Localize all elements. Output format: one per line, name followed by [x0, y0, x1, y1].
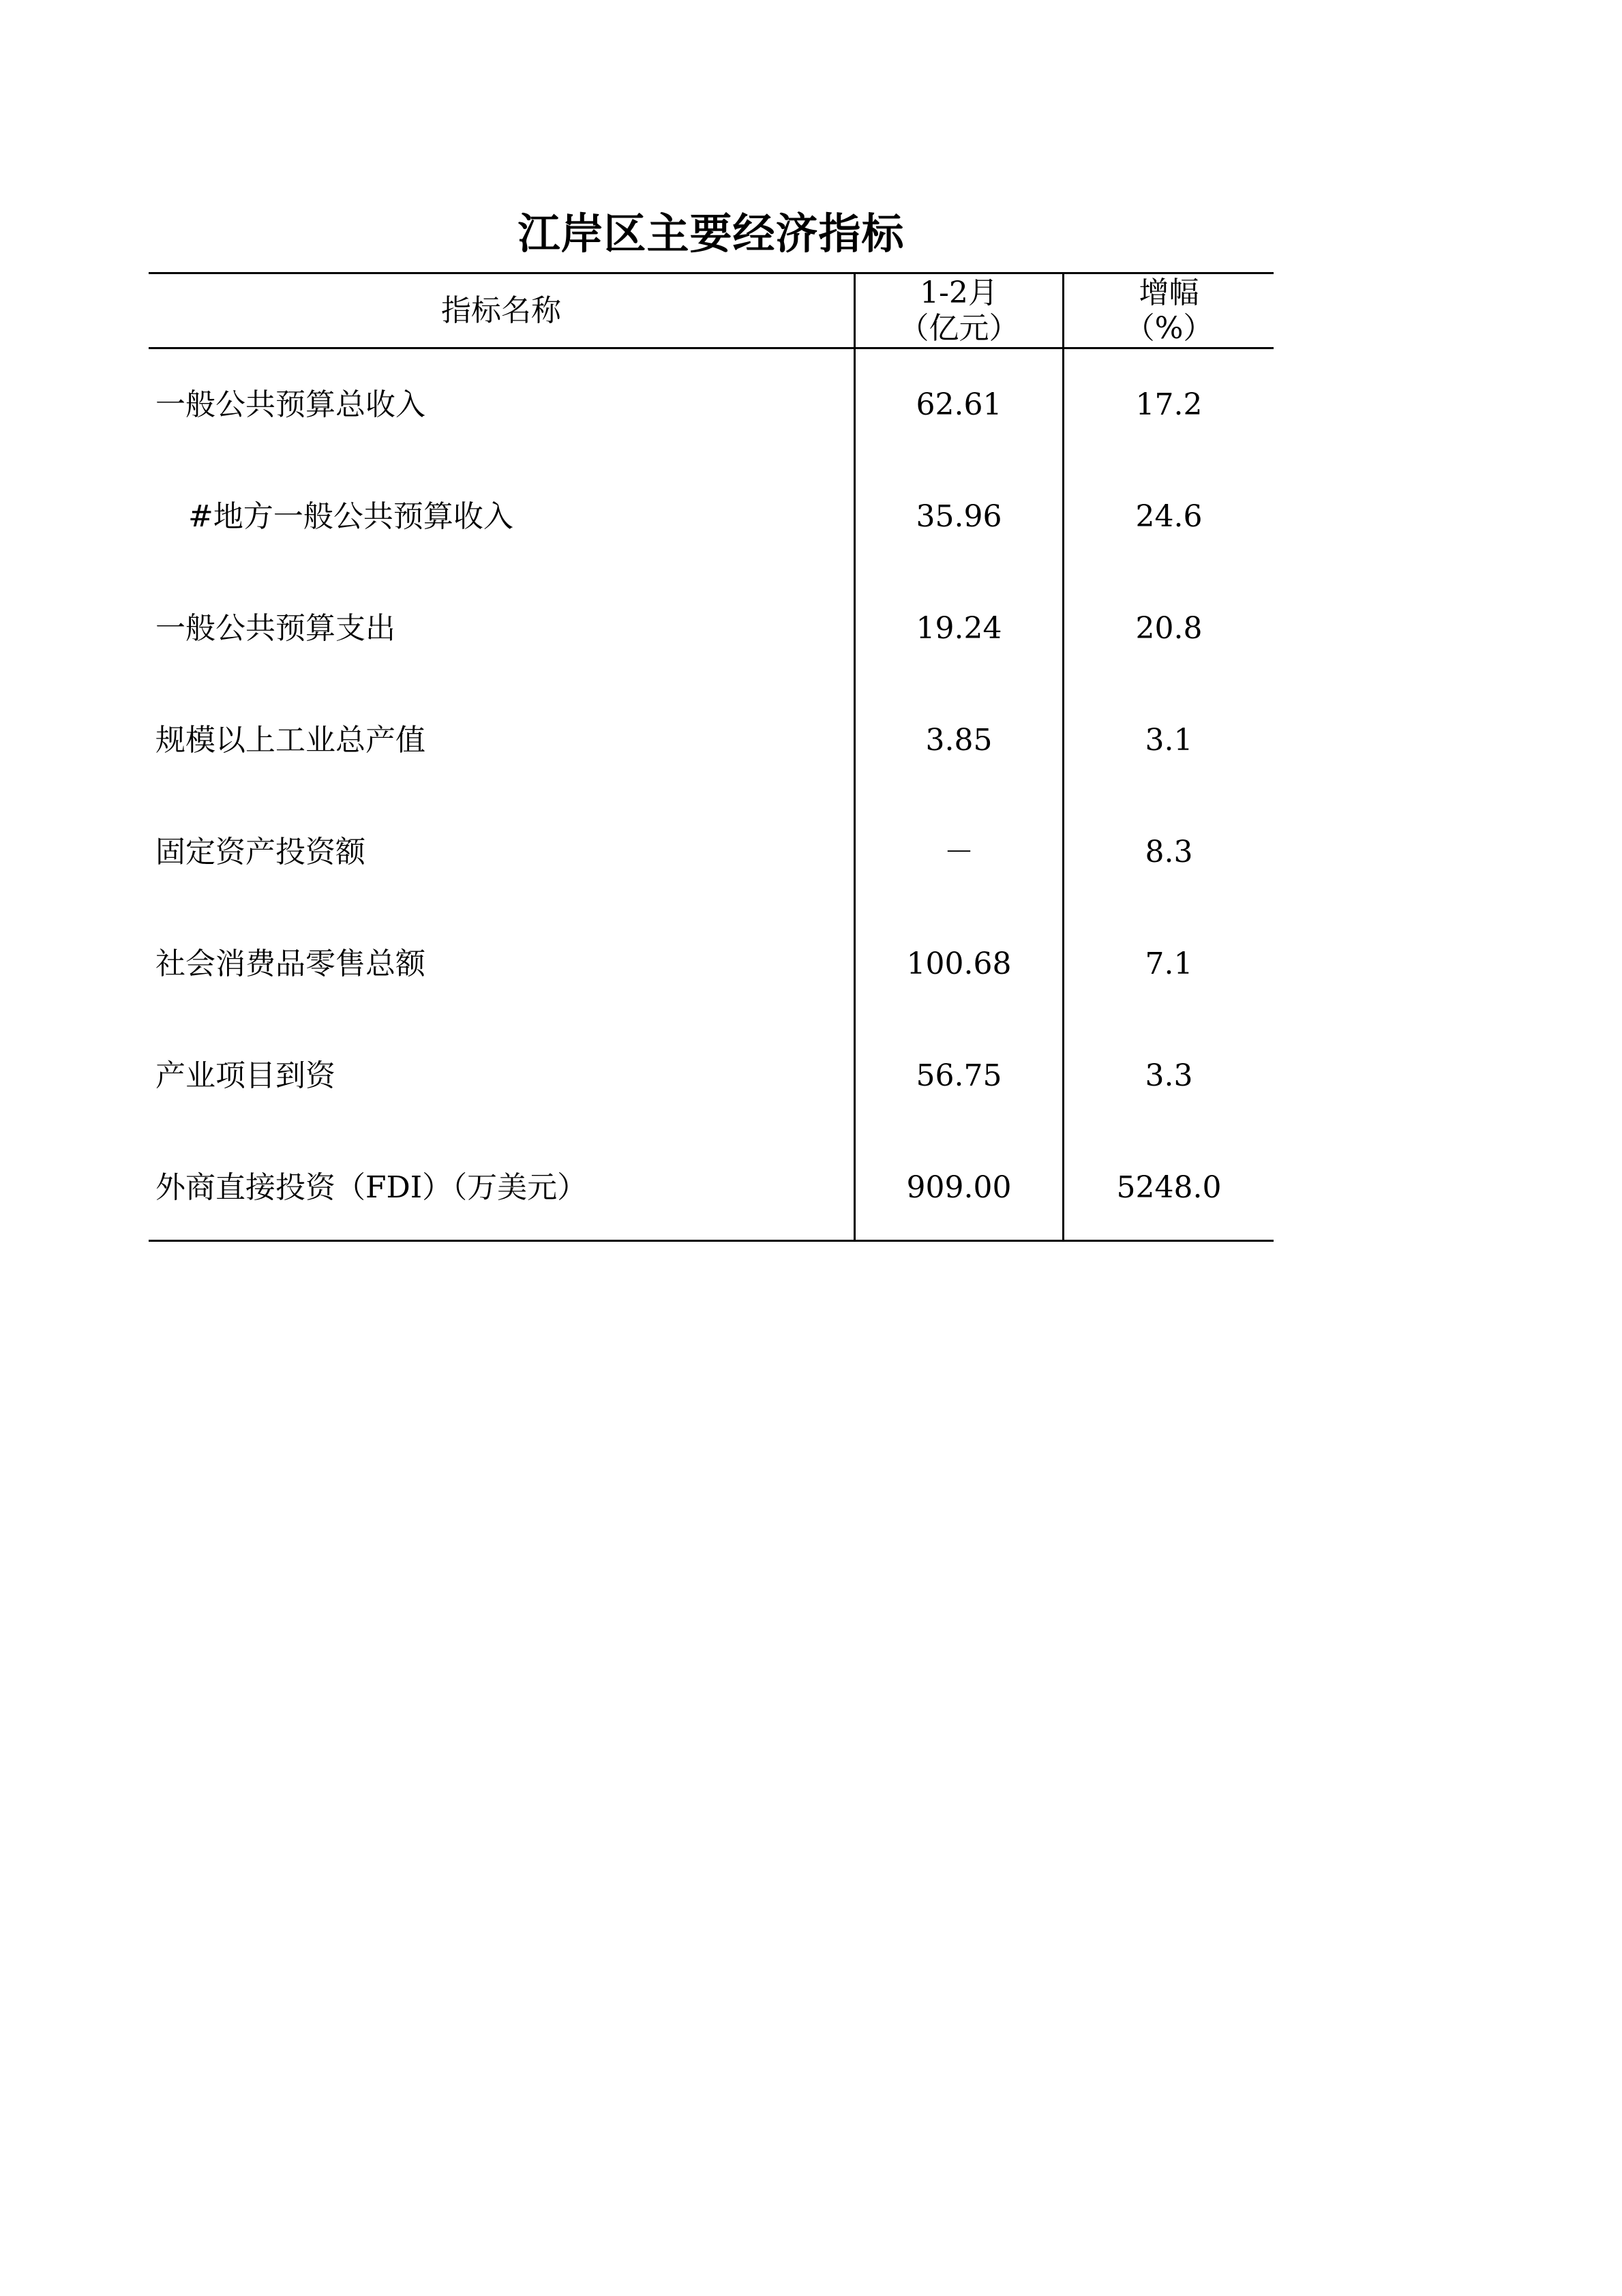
header-value: [856, 274, 1062, 347]
indicator-growth: 3.1: [1145, 723, 1193, 758]
indicator-value: 100.68: [906, 946, 1012, 981]
indicator-name: 产业项目到资: [155, 1058, 335, 1093]
indicator-growth: 5248.0: [1116, 1170, 1222, 1205]
indicator-name: 外商直接投资（FDI）（万美元）: [155, 1170, 588, 1205]
table-row: [149, 1132, 1274, 1244]
indicator-growth: 17.2: [1135, 387, 1203, 422]
table-header: [149, 274, 1274, 349]
indicator-growth: 20.8: [1135, 611, 1203, 646]
indicator-name: 一般公共预算总收入: [155, 387, 425, 422]
indicator-name: 规模以上工业总产值: [155, 723, 425, 758]
header-growth-unit: （%）: [1124, 310, 1214, 346]
indicator-value: 19.24: [916, 611, 1002, 646]
indicator-growth: 24.6: [1135, 499, 1203, 534]
indicator-table: [149, 272, 1274, 1242]
indicator-growth: 7.1: [1145, 946, 1193, 981]
header-growth-label: 增幅: [1139, 275, 1199, 310]
indicator-value: 3.85: [925, 723, 993, 758]
table-row: [149, 461, 1274, 573]
table-body: [149, 349, 1274, 1244]
table-row: [149, 573, 1274, 685]
indicator-name: 社会消费品零售总额: [155, 946, 425, 981]
document-title: 江岸区主要经济指标: [517, 209, 905, 258]
indicator-name: #地方一般公共预算收入: [188, 499, 513, 534]
indicator-name: 固定资产投资额: [155, 835, 365, 869]
indicator-growth: 3.3: [1145, 1058, 1193, 1093]
table-row: [149, 908, 1274, 1020]
indicator-value: 62.61: [916, 387, 1002, 422]
header-growth: [1064, 274, 1274, 347]
table-row: [149, 685, 1274, 796]
header-value-period: 1-2月: [920, 275, 998, 310]
indicator-value: －: [944, 835, 974, 869]
table-row: [149, 796, 1274, 908]
indicator-value: 35.96: [916, 499, 1002, 534]
header-value-unit: （亿元）: [899, 310, 1019, 346]
indicator-name: 一般公共预算支出: [155, 611, 395, 646]
table-row: [149, 349, 1274, 461]
header-name: [149, 274, 854, 347]
table-row: [149, 1020, 1274, 1132]
indicator-value: 56.75: [916, 1058, 1002, 1093]
header-name-label: 指标名称: [441, 293, 561, 328]
indicator-value: 909.00: [906, 1170, 1012, 1205]
indicator-growth: 8.3: [1145, 835, 1193, 869]
